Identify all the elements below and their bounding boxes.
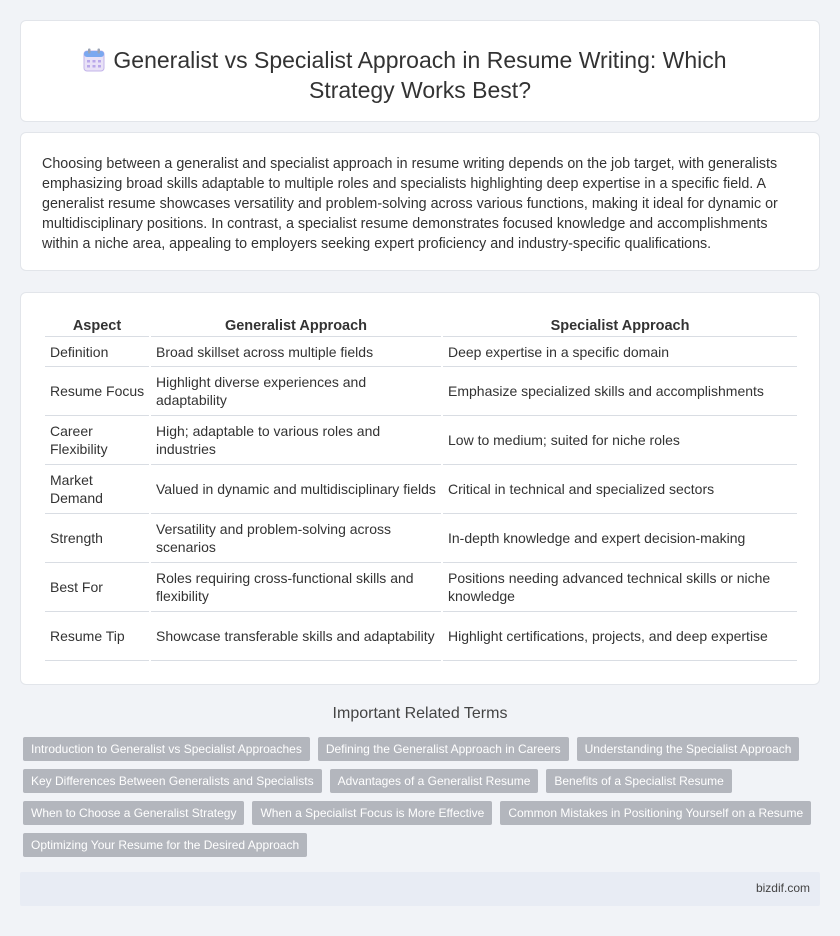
table-cell: Versatility and problem-solving across scenarios [151,514,441,563]
intro-card [20,132,820,271]
comparison-card [20,292,820,685]
column-header: Specialist Approach [443,315,797,337]
table-cell: Emphasize specialized skills and accomplishments [443,367,797,416]
table-row [45,367,797,416]
table-row [45,514,797,563]
table-cell: Low to medium; suited for niche roles [443,416,797,465]
related-term-tag[interactable]: Common Mistakes in Positioning Yourself on a Resume [500,801,811,825]
footer [20,872,820,906]
related-term-tag[interactable]: Advantages of a Generalist Resume [330,769,539,793]
table-row [45,563,797,612]
column-header: Aspect [45,315,149,337]
table-row [45,416,797,465]
table-cell: Market Demand [45,465,149,514]
table-cell: Deep expertise in a specific domain [443,337,797,367]
related-term-tag[interactable]: Benefits of a Specialist Resume [546,769,731,793]
table-cell: Broad skillset across multiple fields [151,337,441,367]
table-row [45,612,797,661]
page-title: Generalist vs Specialist Approach in Resume Writing: Which Strategy Works Best? [113,47,727,103]
table-cell: Best For [45,563,149,612]
related-term-tag[interactable]: Optimizing Your Resume for the Desired Approach [23,833,307,857]
table-cell: Resume Focus [45,367,149,416]
table-cell: Valued in dynamic and multidisciplinary fields [151,465,441,514]
table-cell: Critical in technical and specialized sectors [443,465,797,514]
table-cell: Resume Tip [45,612,149,661]
table-cell: Positions needing advanced technical skills or niche knowledge [443,563,797,612]
table-cell: Definition [45,337,149,367]
related-term-tag[interactable]: Defining the Generalist Approach in Careers [318,737,569,761]
table-header-row [45,315,797,337]
related-terms-heading: Important Related Terms [332,705,508,722]
column-header: Generalist Approach [151,315,441,337]
table-cell: In-depth knowledge and expert decision-making [443,514,797,563]
table-row [45,337,797,367]
title-card [20,20,820,122]
comparison-table [43,315,799,661]
intro-paragraph: Choosing between a generalist and specialist approach in resume writing depends on the job target, with generalists emphasizing broad skills adaptable to multiple roles and specialists highlighting deep expertise in a specific field. A generalist resume showcases versatility and problem-solving across various functions, making it ideal for dynamic or multidisciplinary positions. In contrast, a specialist resume demonstrates focused knowledge and accomplishments within a niche area, appealing to employers seeking expert proficiency and industry-specific qualifications. [42,156,778,252]
table-cell: Career Flexibility [45,416,149,465]
table-cell: Showcase transferable skills and adaptability [151,612,441,661]
related-term-tag[interactable]: Introduction to Generalist vs Specialist Approaches [23,737,310,761]
table-cell: Highlight certifications, projects, and deep expertise [443,612,797,661]
related-term-tag[interactable]: Understanding the Specialist Approach [577,737,800,761]
table-row [45,465,797,514]
site-name[interactable]: bizdif.com [755,881,810,895]
table-cell: Strength [45,514,149,563]
related-terms-list [23,737,823,857]
table-cell: High; adaptable to various roles and industries [151,416,441,465]
related-term-tag[interactable]: Key Differences Between Generalists and Specialists [23,769,322,793]
table-cell: Roles requiring cross-functional skills and flexibility [151,563,441,612]
related-term-tag[interactable]: When a Specialist Focus is More Effective [252,801,492,825]
table-cell: Highlight diverse experiences and adaptability [151,367,441,416]
related-term-tag[interactable]: When to Choose a Generalist Strategy [23,801,244,825]
